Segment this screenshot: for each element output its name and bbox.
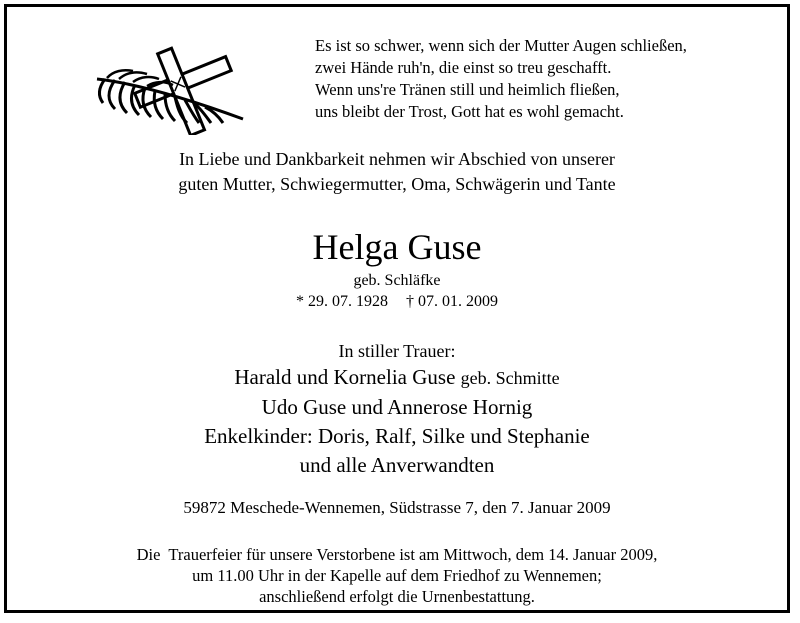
life-dates bbox=[7, 291, 787, 313]
funeral-line: um 11.00 Uhr in der Kapelle auf dem Friedhof zu Wennemen; bbox=[192, 566, 602, 585]
funeral-info bbox=[7, 544, 787, 607]
deceased-name: Helga Guse bbox=[312, 227, 482, 267]
mourner-line: Udo Guse und Annerose Hornig bbox=[261, 395, 533, 419]
mourning-heading: In stiller Trauer: bbox=[338, 341, 456, 361]
mourner-names: Harald und Kornelia Guse bbox=[234, 365, 456, 389]
address-line: 59872 Meschede-Wennemen, Südstrasse 7, den 7. Januar 2009 bbox=[183, 498, 611, 517]
poem-line: zwei Hände ruh'n, die einst so treu geschafft. bbox=[315, 58, 612, 77]
mourners-list bbox=[7, 363, 787, 480]
funeral-line: anschließend erfolgt die Urnenbestattung. bbox=[259, 587, 535, 606]
mourner-maiden-note: geb. Schmitte bbox=[460, 368, 560, 388]
funeral-line: Die Trauerfeier für unsere Verstorbene ist am Mittwoch, dem 14. Januar 2009, bbox=[136, 545, 658, 564]
maiden-name: geb. Schläfke bbox=[353, 272, 441, 289]
obituary-notice bbox=[4, 4, 790, 613]
poem-line: uns bleibt der Trost, Gott hat es wohl gemacht. bbox=[315, 102, 624, 121]
poem-line: Es ist so schwer, wenn sich der Mutter Augen schließen, bbox=[315, 36, 687, 55]
mourner-line: und alle Anverwandten bbox=[299, 453, 495, 477]
cross-with-palm-branch-icon bbox=[93, 45, 265, 135]
intro-text bbox=[7, 147, 787, 197]
intro-line: guten Mutter, Schwiegermutter, Oma, Schwägerin und Tante bbox=[178, 174, 616, 194]
mourner-line: Enkelkinder: Doris, Ralf, Silke und Stephanie bbox=[204, 424, 590, 448]
poem bbox=[315, 35, 775, 123]
poem-line: Wenn uns're Tränen still und heimlich fließen, bbox=[315, 80, 620, 99]
intro-line: In Liebe und Dankbarkeit nehmen wir Abschied von unserer bbox=[179, 149, 615, 169]
mourner-line bbox=[7, 363, 787, 393]
death-date: † 07. 01. 2009 bbox=[406, 293, 498, 310]
birth-date: * 29. 07. 1928 bbox=[296, 293, 388, 310]
